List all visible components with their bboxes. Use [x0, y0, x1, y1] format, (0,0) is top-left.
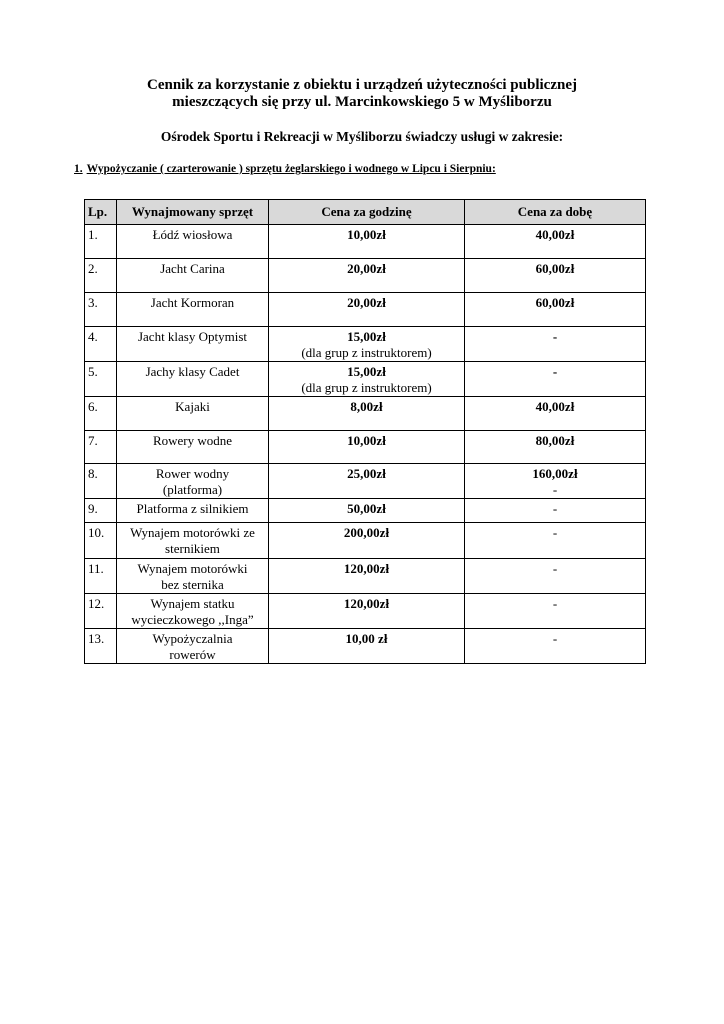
cell-lp: 3.: [85, 293, 117, 327]
cell-lp: 6.: [85, 397, 117, 431]
cell-lp: 5.: [85, 362, 117, 397]
cell-item: [117, 327, 269, 362]
cell-lp: 11.: [85, 559, 117, 594]
item-name-continued: sternikiem: [165, 541, 220, 556]
price-per-hour-note: (dla grup z instruktorem): [301, 380, 432, 395]
cell-item: [117, 397, 269, 431]
price-per-hour: 25,00zł: [347, 466, 386, 481]
table-row: [85, 499, 646, 523]
item-name: Wynajem motorówki ze: [130, 525, 255, 540]
price-per-hour: 15,00zł: [347, 329, 386, 344]
price-per-day: -: [552, 561, 558, 576]
cell-price-per-day: [465, 629, 646, 664]
price-per-hour: 120,00zł: [343, 561, 390, 576]
cell-item: [117, 594, 269, 629]
cell-lp: 1.: [85, 225, 117, 259]
item-name: Kajaki: [175, 399, 210, 414]
cell-price-per-hour: [269, 362, 465, 397]
table-row: [85, 594, 646, 629]
cell-lp: 7.: [85, 431, 117, 464]
table-row: [85, 327, 646, 362]
item-name-continued: rowerów: [169, 647, 216, 662]
item-name-continued: (platforma): [162, 482, 223, 497]
cell-price-per-day: [465, 559, 646, 594]
cell-price-per-hour: [269, 559, 465, 594]
header-price-per-day: Cena za dobę: [465, 200, 646, 225]
cell-item: [117, 464, 269, 499]
price-per-hour: 10,00zł: [347, 433, 386, 448]
price-per-day: -: [552, 596, 558, 611]
cell-price-per-hour: [269, 293, 465, 327]
item-name: Wynajem statku: [150, 596, 235, 611]
cell-price-per-day: [465, 327, 646, 362]
item-name-continued: wycieczkowego ,,Inga”: [131, 612, 254, 627]
cell-price-per-day: [465, 464, 646, 499]
cell-price-per-hour: [269, 523, 465, 559]
table-header-row: [85, 200, 646, 225]
cell-item: [117, 523, 269, 559]
price-table: [84, 199, 646, 664]
cell-price-per-day: [465, 259, 646, 293]
section-number: 1.: [74, 163, 83, 175]
price-per-hour: 10,00 zł: [345, 631, 388, 646]
cell-lp: 12.: [85, 594, 117, 629]
cell-price-per-hour: [269, 225, 465, 259]
price-per-hour: 120,00zł: [343, 596, 390, 611]
table-row: [85, 362, 646, 397]
cell-price-per-hour: [269, 629, 465, 664]
cell-price-per-hour: [269, 594, 465, 629]
table-row: [85, 397, 646, 431]
cell-price-per-day: [465, 362, 646, 397]
cell-price-per-day: [465, 293, 646, 327]
price-per-day: -: [552, 364, 558, 379]
cell-lp: 13.: [85, 629, 117, 664]
cell-lp: 10.: [85, 523, 117, 559]
cell-price-per-day: [465, 431, 646, 464]
price-per-day: -: [552, 501, 558, 516]
section-heading-text: Wypożyczanie ( czarterowanie ) sprzętu żeglarskiego i wodnego w Lipcu i Sierpniu:: [86, 163, 496, 175]
cell-price-per-hour: [269, 499, 465, 523]
table-row: [85, 523, 646, 559]
price-per-day: -: [552, 525, 558, 540]
cell-lp: 2.: [85, 259, 117, 293]
table-row: [85, 225, 646, 259]
item-name: Jacht klasy Optymist: [137, 329, 248, 344]
cell-item: [117, 559, 269, 594]
item-name: Wynajem motorówki: [137, 561, 248, 576]
document-title: [0, 77, 724, 111]
cell-price-per-day: [465, 594, 646, 629]
price-per-day: -: [552, 329, 558, 344]
price-per-day: 160,00zł: [532, 466, 578, 481]
price-per-hour: 200,00zł: [343, 525, 390, 540]
cell-lp: 9.: [85, 499, 117, 523]
cell-item: [117, 499, 269, 523]
table-row: [85, 464, 646, 499]
table-row: [85, 431, 646, 464]
item-name: Platforma z silnikiem: [136, 501, 249, 516]
price-per-hour: 20,00zł: [347, 261, 386, 276]
price-per-hour: 8,00zł: [350, 399, 383, 414]
item-name: Rower wodny: [155, 466, 230, 481]
price-per-hour: 20,00zł: [347, 295, 386, 310]
price-per-day: 60,00zł: [535, 261, 575, 276]
item-name: Jacht Kormoran: [150, 295, 235, 310]
cell-item: [117, 629, 269, 664]
price-per-day: 40,00zł: [535, 227, 575, 242]
price-per-day: -: [552, 631, 558, 646]
cell-price-per-day: [465, 225, 646, 259]
price-per-day-note: -: [552, 482, 558, 497]
table-row: [85, 559, 646, 594]
cell-price-per-hour: [269, 259, 465, 293]
title-line-2: mieszczących się przy ul. Marcinkowskiego 5 w Myśliborzu: [172, 94, 552, 110]
document-subtitle: Ośrodek Sportu i Rekreacji w Myśliborzu świadczy usługi w zakresie:: [160, 129, 564, 144]
section-heading: [74, 162, 496, 176]
item-name: Łódź wiosłowa: [152, 227, 233, 242]
cell-item: [117, 259, 269, 293]
cell-item: [117, 362, 269, 397]
price-per-hour: 10,00zł: [347, 227, 386, 242]
cell-item: [117, 293, 269, 327]
table-row: [85, 259, 646, 293]
price-per-hour: 50,00zł: [347, 501, 386, 516]
cell-item: [117, 431, 269, 464]
item-name: Jachy klasy Cadet: [145, 364, 240, 379]
item-name-continued: bez sternika: [161, 577, 224, 592]
price-per-day: 60,00zł: [535, 295, 575, 310]
header-lp: Lp.: [85, 200, 117, 225]
table-row: [85, 629, 646, 664]
table-row: [85, 293, 646, 327]
cell-price-per-day: [465, 499, 646, 523]
cell-price-per-hour: [269, 431, 465, 464]
price-per-hour: 15,00zł: [347, 364, 386, 379]
cell-lp: 8.: [85, 464, 117, 499]
cell-lp: 4.: [85, 327, 117, 362]
item-name: Jacht Carina: [160, 261, 225, 276]
price-per-hour-note: (dla grup z instruktorem): [301, 345, 432, 360]
cell-price-per-day: [465, 397, 646, 431]
item-name: Rowery wodne: [152, 433, 233, 448]
price-per-day: 80,00zł: [535, 433, 575, 448]
cell-price-per-hour: [269, 397, 465, 431]
item-name: Wypożyczalnia: [152, 631, 233, 646]
cell-price-per-hour: [269, 464, 465, 499]
table-body: [85, 225, 646, 664]
header-item: Wynajmowany sprzęt: [117, 200, 269, 225]
title-line-1: Cennik za korzystanie z obiektu i urządzeń użyteczności publicznej: [147, 77, 577, 93]
header-price-per-hour: Cena za godzinę: [269, 200, 465, 225]
cell-item: [117, 225, 269, 259]
cell-price-per-day: [465, 523, 646, 559]
cell-price-per-hour: [269, 327, 465, 362]
price-per-day: 40,00zł: [535, 399, 575, 414]
